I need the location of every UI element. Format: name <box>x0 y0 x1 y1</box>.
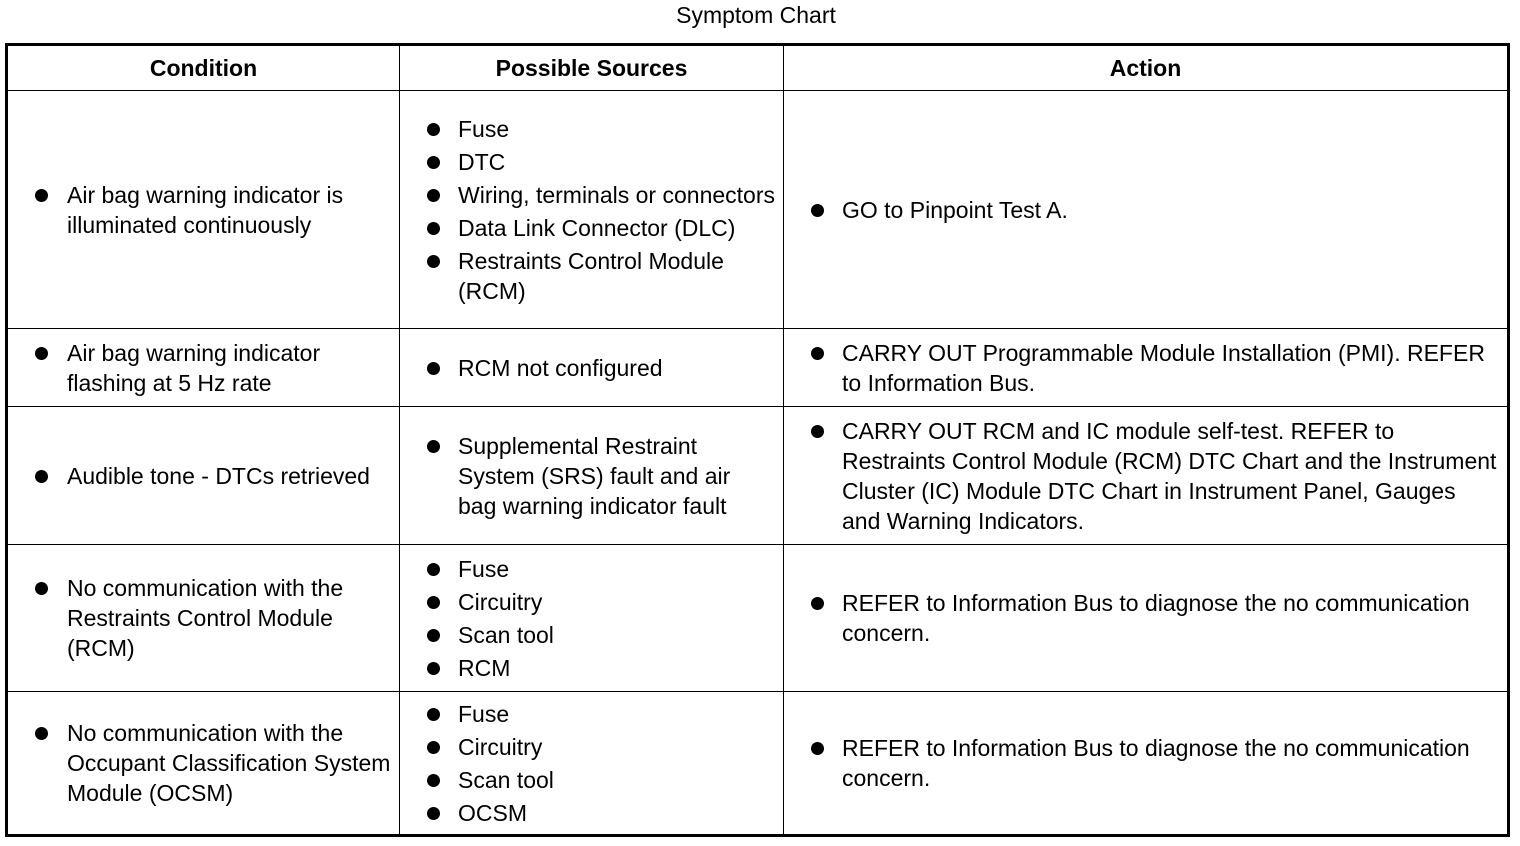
list-item <box>400 147 775 177</box>
action-cell <box>784 545 1509 692</box>
list-item <box>8 338 391 398</box>
action-cell <box>784 692 1509 836</box>
source-text: Fuse <box>458 700 510 727</box>
source-text: Restraints Control Module (RCM) <box>458 247 724 304</box>
sources-cell <box>400 545 784 692</box>
sources-cell <box>400 407 784 545</box>
list-item <box>400 699 775 729</box>
symptom-table <box>5 43 1510 837</box>
page-title: Symptom Chart <box>676 2 836 28</box>
source-text: Wiring, terminals or connectors <box>458 181 775 208</box>
list-item <box>8 573 391 663</box>
bullet-icon <box>427 807 440 820</box>
table-row <box>7 329 1509 407</box>
list-item <box>400 587 775 617</box>
header-condition: Condition <box>7 45 400 91</box>
table-row <box>7 407 1509 545</box>
action-text: REFER to Information Bus to diagnose the no communication concern. <box>842 590 1470 646</box>
list-item <box>400 246 775 306</box>
table-header-row <box>7 45 1509 91</box>
condition-cell <box>7 407 400 545</box>
sources-cell <box>400 91 784 329</box>
action-text: CARRY OUT RCM and IC module self-test. REFER to Restraints Control Module (RCM) DTC Chart and the Instrument Cluster (IC) Module DTC Chart in Instrument Panel, Gauges and Warning Indicators. <box>842 417 1497 534</box>
condition-text: Audible tone - DTCs retrieved <box>67 462 370 489</box>
list-item <box>8 461 391 491</box>
list-item <box>400 653 775 683</box>
list-item <box>400 114 775 144</box>
list-item <box>400 213 775 243</box>
source-text: Data Link Connector (DLC) <box>458 214 736 241</box>
bullet-icon <box>427 189 440 202</box>
list-item <box>784 338 1499 398</box>
list-item <box>400 431 775 521</box>
condition-text: No communication with the Restraints Control Module (RCM) <box>67 575 344 661</box>
list-item <box>8 718 391 808</box>
bullet-icon <box>427 774 440 787</box>
condition-cell <box>7 692 400 836</box>
bullet-icon <box>35 347 48 360</box>
bullet-icon <box>427 629 440 642</box>
list-item <box>8 180 391 240</box>
action-text: CARRY OUT Programmable Module Installation (PMI). REFER to Information Bus. <box>842 339 1485 396</box>
condition-cell <box>7 545 400 692</box>
source-text: Scan tool <box>458 621 554 648</box>
table-row <box>7 91 1509 329</box>
header-action: Action <box>784 45 1509 91</box>
list-item <box>400 180 775 210</box>
list-item <box>400 765 775 795</box>
condition-text: No communication with the Occupant Classification System Module (OCSM) <box>67 720 391 806</box>
list-item <box>400 353 775 383</box>
source-text: Supplemental Restraint System (SRS) fault and air bag warning indicator fault <box>458 432 731 519</box>
list-item <box>784 416 1499 536</box>
bullet-icon <box>811 425 824 438</box>
source-text: Fuse <box>458 555 510 582</box>
action-cell <box>784 329 1509 407</box>
bullet-icon <box>427 123 440 136</box>
sources-cell <box>400 329 784 407</box>
bullet-icon <box>427 662 440 675</box>
source-text: DTC <box>458 148 506 175</box>
bullet-icon <box>811 742 824 755</box>
condition-cell <box>7 91 400 329</box>
bullet-icon <box>35 189 48 202</box>
action-text: REFER to Information Bus to diagnose the no communication concern. <box>842 735 1470 791</box>
table-row <box>7 692 1509 836</box>
sources-cell <box>400 692 784 836</box>
bullet-icon <box>427 156 440 169</box>
table-row <box>7 545 1509 692</box>
list-item <box>400 620 775 650</box>
list-item <box>784 588 1499 648</box>
list-item <box>400 798 775 828</box>
list-item <box>400 554 775 584</box>
bullet-icon <box>427 708 440 721</box>
source-text: Scan tool <box>458 766 554 793</box>
bullet-icon <box>427 440 440 453</box>
bullet-icon <box>811 597 824 610</box>
bullet-icon <box>35 582 48 595</box>
bullet-icon <box>811 347 824 360</box>
source-text: Circuitry <box>458 733 543 760</box>
bullet-icon <box>427 222 440 235</box>
condition-text: Air bag warning indicator flashing at 5 Hz rate <box>67 339 321 396</box>
condition-text: Air bag warning indicator is illuminated continuously <box>67 181 344 238</box>
bullet-icon <box>427 596 440 609</box>
bullet-icon <box>35 727 48 740</box>
bullet-icon <box>427 563 440 576</box>
list-item <box>784 195 1499 225</box>
bullet-icon <box>35 470 48 483</box>
bullet-icon <box>427 362 440 375</box>
source-text: RCM <box>458 654 511 681</box>
source-text: Circuitry <box>458 588 543 615</box>
action-cell <box>784 407 1509 545</box>
action-text: GO to Pinpoint Test A. <box>842 196 1068 223</box>
action-cell <box>784 91 1509 329</box>
header-possible-sources: Possible Sources <box>400 45 784 91</box>
list-item <box>784 733 1499 793</box>
bullet-icon <box>427 255 440 268</box>
list-item <box>400 732 775 762</box>
source-text: OCSM <box>458 799 527 826</box>
bullet-icon <box>427 741 440 754</box>
source-text: Fuse <box>458 115 510 142</box>
condition-cell <box>7 329 400 407</box>
bullet-icon <box>811 204 824 217</box>
source-text: RCM not configured <box>458 354 663 381</box>
